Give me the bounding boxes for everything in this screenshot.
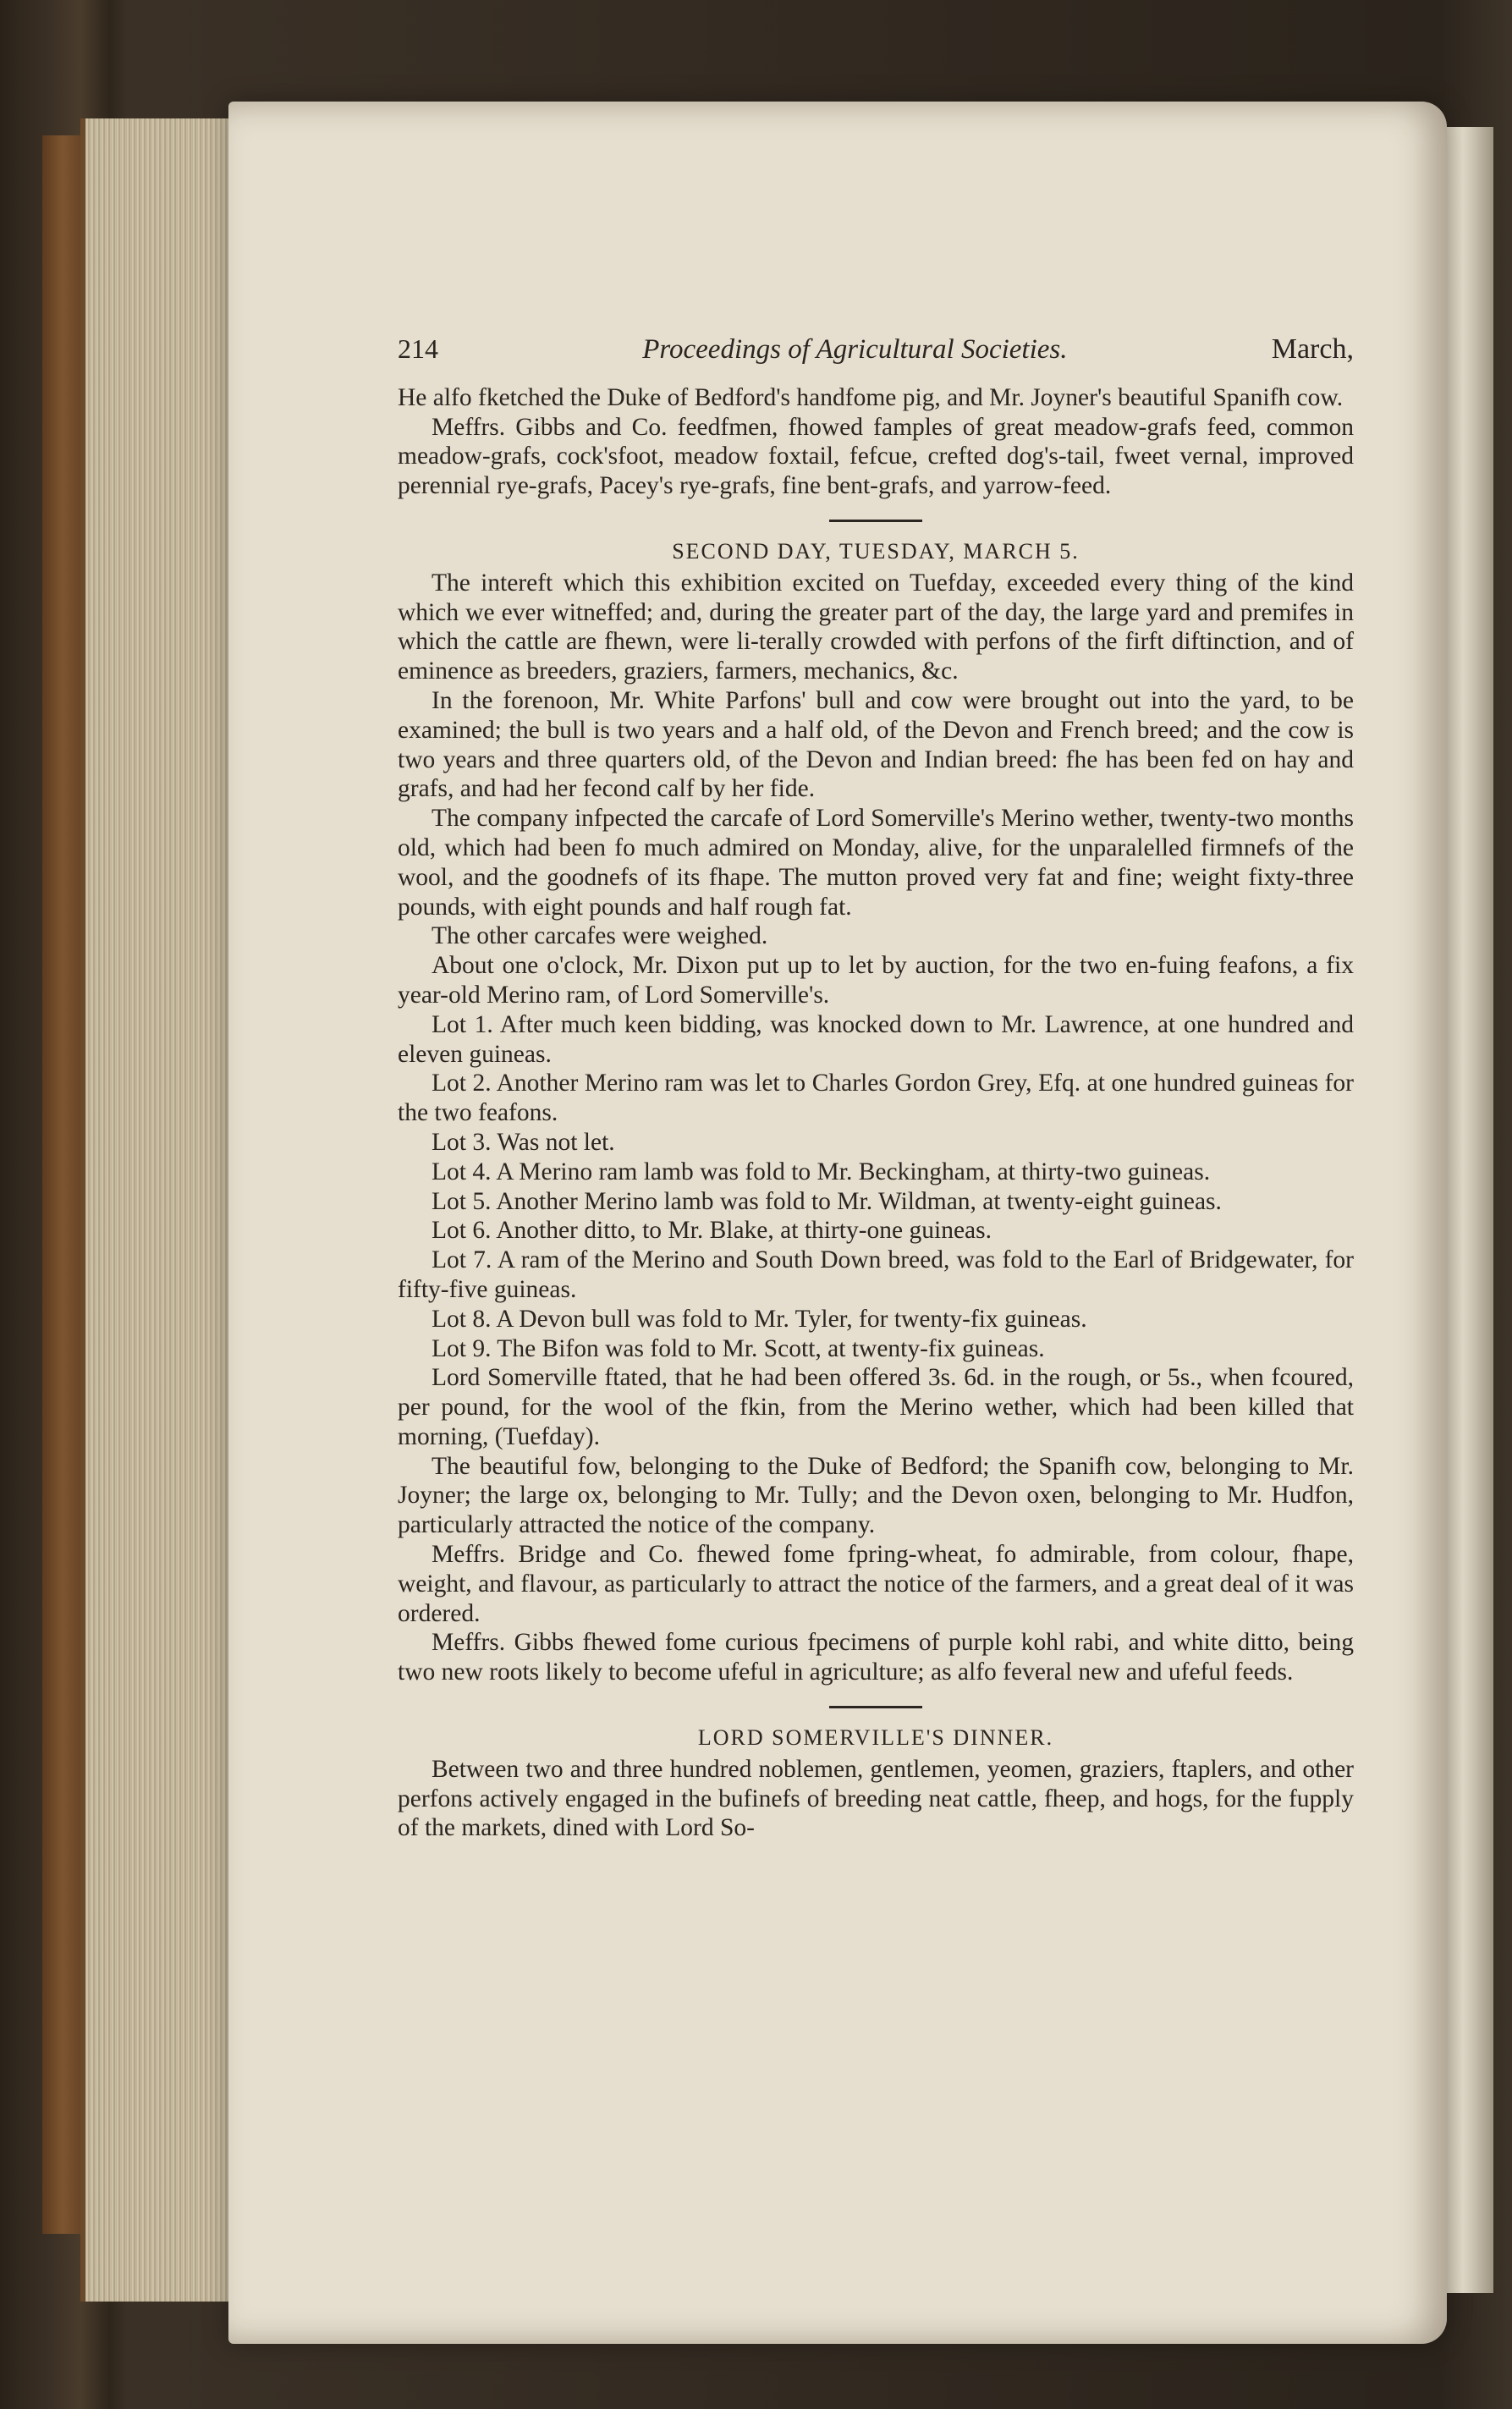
paragraph: Lot 3. Was not let. — [432, 1128, 615, 1156]
paragraph: Lot 4. A Merino ram lamb was fold to Mr. Beckingham, at thirty-two guineas. — [432, 1158, 1211, 1185]
paragraph: About one o'clock, Mr. Dixon put up to let by auction, for the two en-fuing feafons, a fix year-old Merino ram, of Lord Somerville's. — [398, 952, 1354, 1009]
page-number: 214 — [398, 333, 438, 364]
paragraph: The company infpected the carcafe of Lord Somerville's Merino wether, twenty-two months old, which had been fo much admired on Monday, alive, for the unparalelled firmnefs of the wool, and the goodnefs of its fhape. The mutton proved very fat and fine; weight fixty-three pounds, with eight pounds and half rough fat. — [398, 805, 1354, 921]
paragraph: Lot 2. Another Merino ram was let to Charles Gordon Grey, Efq. at one hundred guineas for the two feafons. — [398, 1070, 1354, 1127]
paragraph: Lord Somerville ftated, that he had been offered 3s. 6d. in the rough, or 5s., when fcoured, per pound, for the wool of the fkin, from the Merino wether, which had been killed that morning, (Tuefday). — [398, 1364, 1354, 1450]
section-dinner — [398, 1724, 1354, 1843]
paragraph: In the forenoon, Mr. White Parfons' bull and cow were brought out into the yard, to be examined; the bull is two years and a half old, of the Devon and French breed; and the cow is two years and three quarters old, of the Devon and Indian breed: fhe has been fed on hay and grafs, and had her fecond calf by her fide. — [398, 686, 1354, 803]
paragraph: Between two and three hundred noblemen, gentlemen, yeomen, graziers, ftaplers, and other perfons actively engaged in the bufinefs of breeding neat cattle, fheep, and hogs, for the fupply of the markets, dined with Lord So- — [398, 1755, 1354, 1842]
page-text — [398, 334, 1354, 1843]
paragraph: Lot 9. The Bifon was fold to Mr. Scott, at twenty-fix guineas. — [432, 1334, 1045, 1362]
paragraph: The other carcafes were weighed. — [432, 922, 768, 950]
paragraph: Lot 8. A Devon bull was fold to Mr. Tyler, for twenty-fix guineas. — [432, 1305, 1087, 1333]
section-first-day-end — [398, 383, 1354, 501]
page-edges-right — [1443, 127, 1493, 2293]
section-second-day — [398, 537, 1354, 1687]
paragraph: Lot 1. After much keen bidding, was knocked down to Mr. Lawrence, at one hundred and eleven guineas. — [398, 1010, 1354, 1068]
paragraph: He alfo fketched the Duke of Bedford's handfome pig, and Mr. Joyner's beautiful Spanifh cow. — [398, 383, 1344, 411]
paragraph: The intereft which this exhibition excited on Tuefday, exceeded every thing of the kind which we ever witneffed; and, during the greater part of the day, the large yard and premifes in which the cattle are fhewn, were li-terally crowded with perfons of the firft diftinction, and of eminence as breeders, graziers, farmers, mechanics, &c. — [398, 569, 1354, 685]
paragraph: Meffrs. Gibbs fhewed fome curious fpecimens of purple kohl rabi, and white ditto, being two new roots likely to become ufeful in agriculture; as alfo feveral new and ufeful feeds. — [398, 1629, 1354, 1686]
paragraph: The beautiful fow, belonging to the Duke of Bedford; the Spanifh cow, belonging to Mr. Joyner; the large ox, belonging to Mr. Tully; and the Devon oxen, belonging to Mr. Hudfon, particularly attracted the notice of the company. — [398, 1452, 1354, 1539]
running-month: March, — [1271, 333, 1354, 365]
running-header — [398, 334, 1354, 366]
paragraph: Meffrs. Bridge and Co. fhewed fome fpring-wheat, fo admirable, from colour, fhape, weight, and flavour, as particularly to attract the notice of the farmers, and a great deal of it was ordered. — [398, 1541, 1354, 1627]
paragraph: Lot 7. A ram of the Merino and South Down breed, was fold to the Earl of Bridgewater, for fifty-five guineas. — [398, 1246, 1354, 1303]
section-divider — [829, 520, 922, 522]
paragraph: Lot 5. Another Merino lamb was fold to Mr. Wildman, at twenty-eight guineas. — [432, 1187, 1222, 1215]
page-edges-left — [80, 118, 246, 2302]
paragraph: Meffrs. Gibbs and Co. feedfmen, fhowed famples of great meadow-grafs feed, common meadow-grafs, cock'sfoot, meadow foxtail, fefcue, crefted dog's-tail, fweet vernal, improved perennial rye-grafs, Pacey's rye-grafs, fine bent-grafs, and yarrow-feed. — [398, 413, 1354, 500]
section-heading: SECOND DAY, TUESDAY, MARCH 5. — [672, 538, 1080, 564]
paragraph: Lot 6. Another ditto, to Mr. Blake, at thirty-one guineas. — [432, 1217, 992, 1245]
section-heading: LORD SOMERVILLE'S DINNER. — [697, 1725, 1054, 1751]
section-divider — [829, 1706, 922, 1708]
running-title: Proceedings of Agricultural Societies. — [642, 334, 1068, 365]
